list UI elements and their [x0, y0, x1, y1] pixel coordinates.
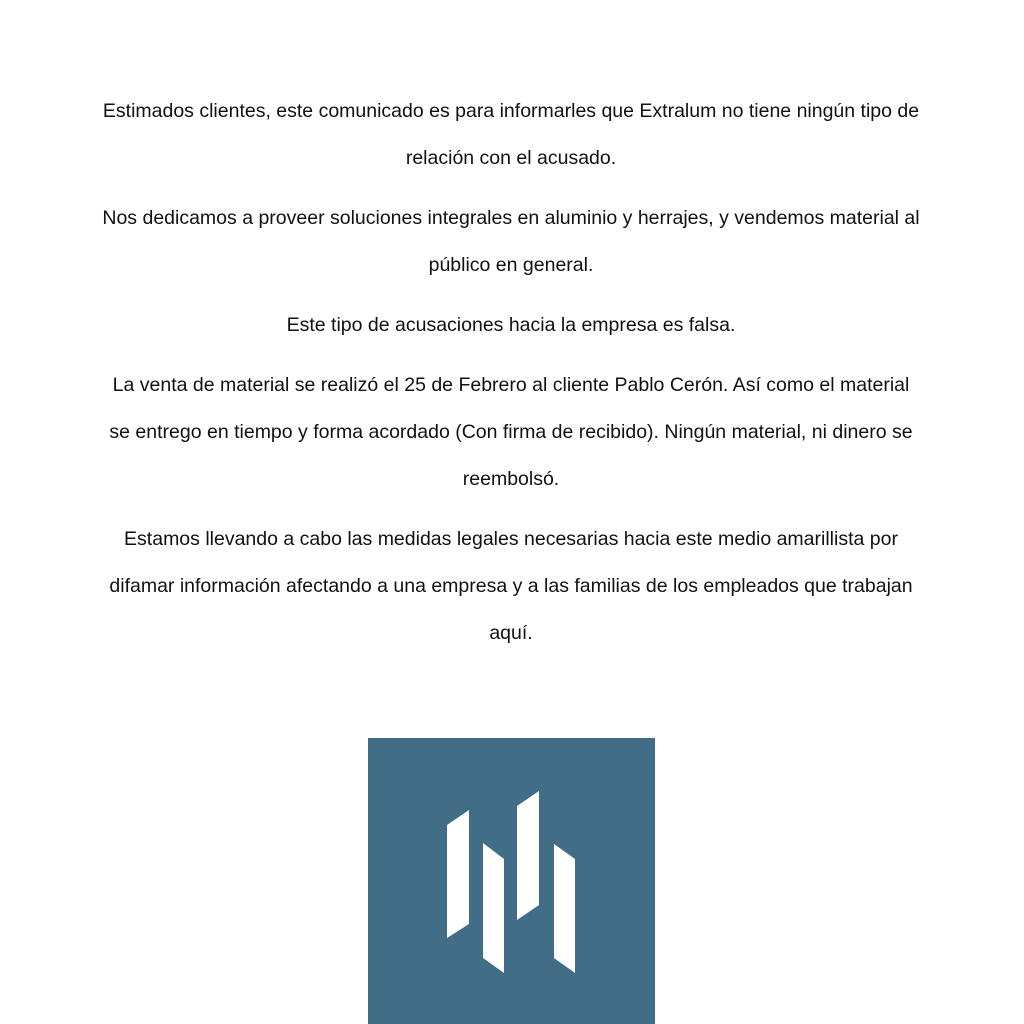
logo-bar-4 — [554, 844, 575, 973]
logo-bar-2 — [483, 843, 504, 973]
paragraph-disclaimer: Estimados clientes, este comunicado es para informarles que Extralum no tiene ningún tipo de relación con el acusado. — [102, 100, 920, 169]
statement-text — [100, 88, 922, 670]
paragraph-business: Nos dedicamos a proveer soluciones integrales en aluminio y herrajes, y vendemos material al público en general. — [102, 207, 920, 276]
paragraph-legal-action: Estamos llevando a cabo las medidas legales necesarias hacia este medio amarillista por difamar información afectando a una empresa y a las familias de los empleados que trabajan aquí. — [109, 528, 913, 644]
company-logo — [368, 738, 655, 1024]
paragraph-sale-details: La venta de material se realizó el 25 de Febrero al cliente Pablo Cerón. Así como el material se entrego en tiempo y forma acordado (Con firma de recibido). Ningún material, ni dinero se reembolsó. — [109, 374, 913, 490]
logo-bar-3 — [517, 791, 539, 920]
extralum-logo-icon — [368, 738, 655, 1024]
paragraph-accusation: Este tipo de acusaciones hacia la empresa es falsa. — [286, 314, 736, 336]
logo-bar-1 — [447, 810, 469, 938]
